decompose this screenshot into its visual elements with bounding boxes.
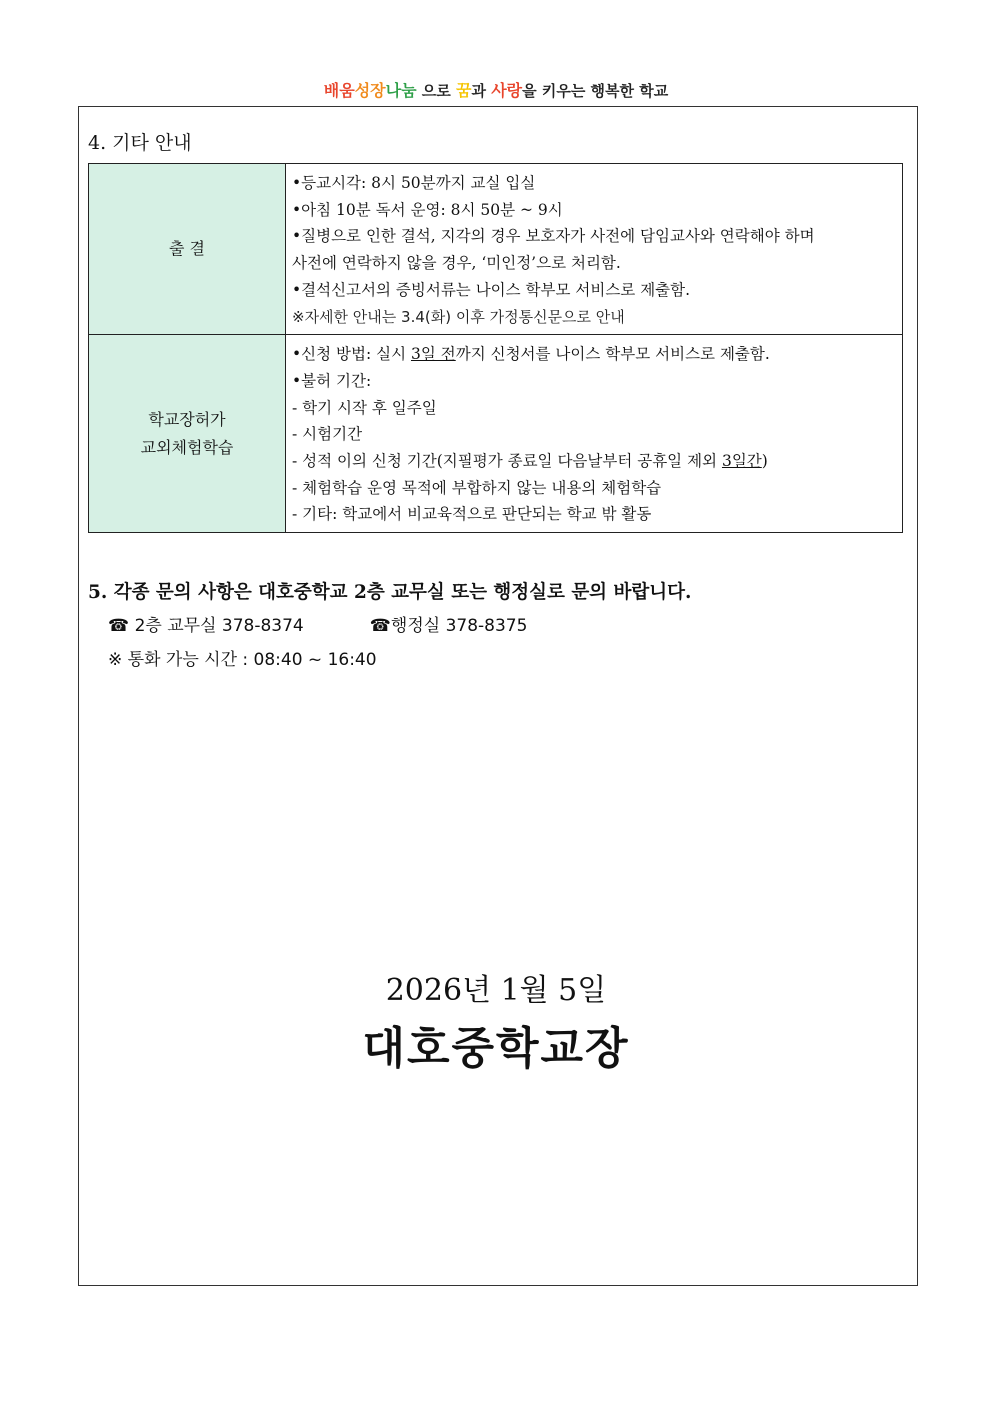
- field-trip-content: [286, 335, 903, 533]
- motto-word-3: 나눔: [385, 81, 417, 100]
- disallow-item-3: [292, 448, 896, 475]
- section5-title: 5. 각종 문의 사항은 대호중학교 2층 교무실 또는 행정실로 문의 바랍니다.: [88, 582, 692, 603]
- disallow-3-suffix: ): [761, 452, 768, 471]
- attendance-line-2: •아침 10분 독서 운영: 8시 50분 ~ 9시: [292, 200, 563, 219]
- field-trip-header-line-2: 교외체험학습: [140, 437, 234, 457]
- motto-word-4: 으로: [421, 82, 451, 100]
- table-row-attendance: [89, 164, 903, 335]
- apply-deadline: 3일 전: [410, 345, 456, 364]
- section4-title: 4. 기타 안내: [88, 132, 192, 154]
- disallow-3-prefix: - 성적 이의 신청 기간(지필평가 종료일 다음날부터 공휴일 제외: [292, 452, 722, 471]
- motto-word-7: 사랑: [491, 81, 523, 100]
- attendance-note: ※자세한 안내는 3.4(화) 이후 가정통신문으로 안내: [292, 307, 625, 326]
- attendance-line-1: •등교시각: 8시 50분까지 교실 입실: [292, 174, 536, 192]
- attendance-line-5: •결석신고서의 증빙서류는 나이스 학부모 서비스로 제출함.: [292, 280, 691, 299]
- disallow-title: •불허 기간:: [292, 371, 372, 390]
- apply-prefix: •신청 방법: 실시: [292, 345, 411, 364]
- disallow-item-1: - 학기 시작 후 일주일: [292, 398, 437, 417]
- info-table: [88, 163, 903, 533]
- apply-method-line: [292, 341, 896, 368]
- call-hours: ※ 통화 가능 시간 : 08:40 ~ 16:40: [108, 650, 377, 670]
- attendance-line-4: 사전에 연락하지 않을 경우, ‘미인정’으로 처리함.: [292, 254, 621, 273]
- attendance-header: 출 결: [89, 164, 286, 335]
- motto-word-5: 꿈: [456, 81, 472, 100]
- attendance-content: [286, 164, 903, 335]
- motto-word-2: 성장: [354, 81, 386, 100]
- phone-teachers-office: ☎ 2층 교무실 378-8374: [108, 616, 304, 636]
- field-trip-header: [89, 335, 286, 533]
- issue-date: 2026년 1월 5일: [385, 973, 607, 1008]
- contact-phones: [108, 611, 527, 636]
- apply-suffix: 까지 신청서를 나이스 학부모 서비스로 제출함.: [455, 345, 770, 364]
- disallow-item-2: - 시험기간: [292, 425, 363, 444]
- disallow-item-4: - 체험학습 운영 목적에 부합하지 않는 내용의 체험학습: [292, 478, 662, 497]
- disallow-3-days: 3일간: [721, 452, 762, 471]
- motto-word-8: 을 키우는 행복한 학교: [522, 82, 669, 100]
- principal-signature: 대호중학교장: [362, 1023, 630, 1074]
- disallow-item-5: - 기타: 학교에서 비교육적으로 판단되는 학교 밖 활동: [292, 505, 652, 524]
- motto-word-6: 과: [471, 82, 486, 100]
- attendance-line-3: •질병으로 인한 결석, 지각의 경우 보호자가 사전에 담임교사와 연락해야 하며: [292, 227, 815, 246]
- motto-word-1: 배움: [323, 81, 355, 100]
- school-motto: [0, 78, 992, 101]
- field-trip-header-line-1: 학교장허가: [148, 409, 226, 429]
- table-row-field-trip: [89, 335, 903, 533]
- phone-admin-office: ☎행정실 378-8375: [369, 616, 528, 636]
